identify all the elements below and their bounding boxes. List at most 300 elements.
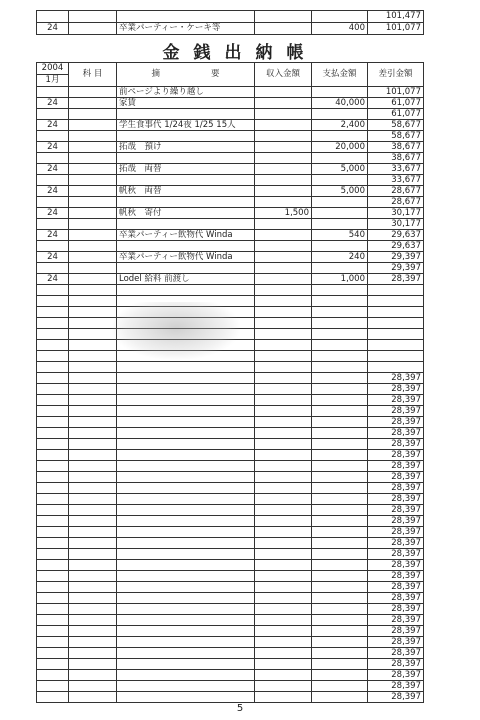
subject-cell <box>69 230 117 241</box>
income-cell <box>255 318 312 329</box>
ledger-row <box>37 692 424 703</box>
description-cell <box>117 285 255 296</box>
income-cell <box>255 285 312 296</box>
income-cell <box>255 307 312 318</box>
subject-cell <box>69 516 117 527</box>
day-cell <box>37 494 69 505</box>
income-cell <box>255 406 312 417</box>
income-cell <box>255 626 312 637</box>
day-cell <box>37 582 69 593</box>
income-cell <box>255 351 312 362</box>
balance-cell: 28,397 <box>368 428 424 439</box>
income-cell <box>255 230 312 241</box>
balance-cell: 101,077 <box>368 23 424 35</box>
subject-cell <box>69 11 117 23</box>
day-cell: 24 <box>37 252 69 263</box>
payment-cell <box>312 263 368 274</box>
previous-rows-body <box>37 11 424 35</box>
ledger-row <box>37 230 424 241</box>
balance-cell: 28,397 <box>368 450 424 461</box>
day-cell <box>37 659 69 670</box>
balance-cell: 28,397 <box>368 626 424 637</box>
payment-cell <box>312 307 368 318</box>
day-cell: 24 <box>37 120 69 131</box>
ledger-row <box>37 164 424 175</box>
ledger-row <box>37 362 424 373</box>
header-year: 2004 <box>37 63 69 75</box>
ledger-row <box>37 340 424 351</box>
ledger-row <box>37 626 424 637</box>
ledger-row <box>37 175 424 186</box>
ledger-row <box>37 186 424 197</box>
description-cell: 学生食事代 1/24夜 1/25 15人 <box>117 120 255 131</box>
subject-cell <box>69 494 117 505</box>
balance-cell: 101,077 <box>368 87 424 98</box>
subject-cell <box>69 23 117 35</box>
ledger-row <box>37 109 424 120</box>
payment-cell <box>312 681 368 692</box>
ledger-row <box>37 274 424 285</box>
description-cell <box>117 615 255 626</box>
income-cell <box>255 87 312 98</box>
day-cell <box>37 461 69 472</box>
subject-cell <box>69 208 117 219</box>
balance-cell <box>368 340 424 351</box>
subject-cell <box>69 197 117 208</box>
payment-cell <box>312 109 368 120</box>
description-cell <box>117 395 255 406</box>
subject-cell <box>69 593 117 604</box>
description-cell: 帆秋 両替 <box>117 186 255 197</box>
description-cell <box>117 439 255 450</box>
subject-cell <box>69 637 117 648</box>
ledger-row <box>37 670 424 681</box>
payment-cell <box>312 87 368 98</box>
payment-cell: 540 <box>312 230 368 241</box>
subject-cell <box>69 131 117 142</box>
ledger-row <box>37 648 424 659</box>
income-cell <box>255 615 312 626</box>
balance-cell: 30,177 <box>368 219 424 230</box>
balance-cell: 28,397 <box>368 527 424 538</box>
balance-cell: 33,677 <box>368 175 424 186</box>
payment-cell <box>312 340 368 351</box>
day-cell <box>37 681 69 692</box>
description-cell: 拓哉 預け <box>117 142 255 153</box>
balance-cell <box>368 318 424 329</box>
income-cell <box>255 329 312 340</box>
ledger-row <box>37 549 424 560</box>
payment-cell: 40,000 <box>312 98 368 109</box>
payment-cell <box>312 373 368 384</box>
previous-page-rows <box>36 10 424 35</box>
day-cell <box>37 450 69 461</box>
subject-cell <box>69 461 117 472</box>
ledger-row <box>37 120 424 131</box>
income-cell <box>255 428 312 439</box>
day-cell <box>37 219 69 230</box>
day-cell <box>37 516 69 527</box>
income-cell <box>255 197 312 208</box>
subject-cell <box>69 142 117 153</box>
day-cell <box>37 549 69 560</box>
income-cell <box>255 142 312 153</box>
page-number: 5 <box>236 703 244 714</box>
balance-cell: 28,397 <box>368 373 424 384</box>
payment-cell <box>312 648 368 659</box>
ledger-row <box>37 395 424 406</box>
subject-cell <box>69 549 117 560</box>
description-cell <box>117 681 255 692</box>
day-cell <box>37 626 69 637</box>
description-cell <box>117 505 255 516</box>
description-cell <box>117 516 255 527</box>
payment-cell <box>312 241 368 252</box>
income-cell <box>255 219 312 230</box>
description-cell <box>117 351 255 362</box>
payment-cell <box>312 428 368 439</box>
subject-cell <box>69 626 117 637</box>
day-cell <box>37 109 69 120</box>
description-cell <box>117 197 255 208</box>
description-cell <box>117 263 255 274</box>
payment-cell <box>312 395 368 406</box>
subject-cell <box>69 120 117 131</box>
subject-cell <box>69 648 117 659</box>
income-cell <box>255 373 312 384</box>
description-cell <box>117 417 255 428</box>
ledger-row <box>37 615 424 626</box>
subject-cell <box>69 428 117 439</box>
ledger-row <box>37 560 424 571</box>
day-cell <box>37 505 69 516</box>
income-cell <box>255 340 312 351</box>
day-cell <box>37 406 69 417</box>
payment-cell <box>312 560 368 571</box>
day-cell <box>37 296 69 307</box>
balance-cell: 61,077 <box>368 109 424 120</box>
day-cell: 24 <box>37 274 69 285</box>
description-cell <box>117 373 255 384</box>
subject-cell <box>69 340 117 351</box>
balance-cell: 38,677 <box>368 153 424 164</box>
description-cell <box>117 406 255 417</box>
subject-cell <box>69 406 117 417</box>
balance-cell: 29,397 <box>368 252 424 263</box>
ledger-row <box>37 417 424 428</box>
income-cell <box>255 252 312 263</box>
payment-cell: 240 <box>312 252 368 263</box>
day-cell <box>37 87 69 98</box>
description-cell <box>117 472 255 483</box>
description-cell <box>117 219 255 230</box>
income-cell <box>255 439 312 450</box>
payment-cell <box>312 527 368 538</box>
income-cell <box>255 395 312 406</box>
description-cell <box>117 11 255 23</box>
income-cell <box>255 527 312 538</box>
day-cell <box>37 197 69 208</box>
subject-cell <box>69 98 117 109</box>
ledger-row <box>37 373 424 384</box>
payment-cell <box>312 692 368 703</box>
payment-cell <box>312 626 368 637</box>
balance-cell: 28,677 <box>368 186 424 197</box>
payment-cell <box>312 318 368 329</box>
balance-cell: 28,397 <box>368 516 424 527</box>
subject-cell <box>69 153 117 164</box>
payment-cell <box>312 516 368 527</box>
income-cell <box>255 98 312 109</box>
income-cell <box>255 505 312 516</box>
description-cell <box>117 109 255 120</box>
income-cell <box>255 593 312 604</box>
balance-cell: 28,397 <box>368 637 424 648</box>
day-cell <box>37 593 69 604</box>
day-cell <box>37 131 69 142</box>
payment-cell <box>312 285 368 296</box>
ledger-row <box>37 571 424 582</box>
income-cell <box>255 164 312 175</box>
day-cell: 24 <box>37 23 69 35</box>
income-cell <box>255 384 312 395</box>
day-cell <box>37 351 69 362</box>
balance-cell: 28,397 <box>368 417 424 428</box>
payment-cell <box>312 11 368 23</box>
day-cell: 24 <box>37 142 69 153</box>
income-cell <box>255 11 312 23</box>
income-cell <box>255 120 312 131</box>
ledger-row <box>37 593 424 604</box>
ledger-row <box>37 197 424 208</box>
balance-cell: 28,397 <box>368 648 424 659</box>
income-cell <box>255 670 312 681</box>
balance-cell: 29,637 <box>368 241 424 252</box>
balance-cell: 28,397 <box>368 406 424 417</box>
ledger-row <box>37 252 424 263</box>
balance-cell: 28,397 <box>368 659 424 670</box>
day-cell <box>37 560 69 571</box>
income-cell <box>255 274 312 285</box>
description-cell <box>117 494 255 505</box>
payment-cell <box>312 439 368 450</box>
subject-cell <box>69 362 117 373</box>
ledger-table <box>36 62 424 703</box>
description-cell <box>117 428 255 439</box>
income-cell <box>255 571 312 582</box>
ledger-row <box>37 219 424 230</box>
payment-cell <box>312 406 368 417</box>
day-cell <box>37 648 69 659</box>
income-cell <box>255 461 312 472</box>
payment-cell: 5,000 <box>312 164 368 175</box>
subject-cell <box>69 329 117 340</box>
subject-cell <box>69 604 117 615</box>
ledger-row <box>37 87 424 98</box>
day-cell <box>37 527 69 538</box>
income-cell <box>255 637 312 648</box>
day-cell <box>37 615 69 626</box>
payment-cell <box>312 582 368 593</box>
ledger-row <box>37 527 424 538</box>
payment-cell <box>312 384 368 395</box>
income-cell <box>255 362 312 373</box>
description-cell <box>117 340 255 351</box>
balance-cell: 28,677 <box>368 197 424 208</box>
subject-cell <box>69 285 117 296</box>
income-cell <box>255 472 312 483</box>
description-cell <box>117 296 255 307</box>
income-cell <box>255 153 312 164</box>
balance-cell: 28,397 <box>368 560 424 571</box>
income-cell <box>255 263 312 274</box>
balance-cell <box>368 351 424 362</box>
ledger-header <box>37 63 424 87</box>
description-cell: 前ページより繰り越し <box>117 87 255 98</box>
ledger-row <box>37 406 424 417</box>
subject-cell <box>69 351 117 362</box>
day-cell <box>37 637 69 648</box>
balance-cell: 28,397 <box>368 571 424 582</box>
subject-cell <box>69 241 117 252</box>
income-cell <box>255 659 312 670</box>
ledger-row <box>37 384 424 395</box>
day-cell <box>37 11 69 23</box>
ledger-row <box>37 296 424 307</box>
day-cell <box>37 340 69 351</box>
subject-cell <box>69 384 117 395</box>
ledger-row <box>37 461 424 472</box>
ledger-row <box>37 505 424 516</box>
ledger-row <box>37 153 424 164</box>
income-cell: 1,500 <box>255 208 312 219</box>
subject-cell <box>69 439 117 450</box>
income-cell <box>255 296 312 307</box>
description-cell <box>117 571 255 582</box>
subject-cell <box>69 274 117 285</box>
description-cell <box>117 549 255 560</box>
payment-cell <box>312 362 368 373</box>
subject-cell <box>69 417 117 428</box>
ledger-row <box>37 307 424 318</box>
subject-cell <box>69 263 117 274</box>
ledger-row <box>37 263 424 274</box>
description-cell <box>117 483 255 494</box>
day-cell <box>37 329 69 340</box>
balance-cell <box>368 285 424 296</box>
day-cell <box>37 472 69 483</box>
description-cell <box>117 670 255 681</box>
payment-cell <box>312 197 368 208</box>
balance-cell: 28,397 <box>368 472 424 483</box>
ledger-row <box>37 285 424 296</box>
previous-row <box>37 23 424 35</box>
payment-cell <box>312 175 368 186</box>
header-subject: 科 目 <box>69 63 117 87</box>
balance-cell: 28,397 <box>368 549 424 560</box>
balance-cell: 28,397 <box>368 384 424 395</box>
description-cell <box>117 593 255 604</box>
balance-cell: 29,637 <box>368 230 424 241</box>
income-cell <box>255 483 312 494</box>
subject-cell <box>69 87 117 98</box>
day-cell <box>37 373 69 384</box>
payment-cell <box>312 153 368 164</box>
ledger-row <box>37 494 424 505</box>
balance-cell: 28,397 <box>368 582 424 593</box>
day-cell <box>37 153 69 164</box>
subject-cell <box>69 560 117 571</box>
payment-cell <box>312 593 368 604</box>
description-cell <box>117 560 255 571</box>
balance-cell: 28,397 <box>368 505 424 516</box>
ledger-row <box>37 329 424 340</box>
description-cell <box>117 659 255 670</box>
payment-cell <box>312 208 368 219</box>
description-cell <box>117 307 255 318</box>
payment-cell <box>312 670 368 681</box>
subject-cell <box>69 296 117 307</box>
balance-cell: 28,397 <box>368 615 424 626</box>
payment-cell <box>312 494 368 505</box>
ledger-row <box>37 142 424 153</box>
subject-cell <box>69 505 117 516</box>
income-cell <box>255 450 312 461</box>
balance-cell: 28,397 <box>368 494 424 505</box>
day-cell <box>37 318 69 329</box>
description-cell <box>117 384 255 395</box>
subject-cell <box>69 670 117 681</box>
ledger-row <box>37 604 424 615</box>
income-cell <box>255 494 312 505</box>
subject-cell <box>69 395 117 406</box>
ledger-row <box>37 351 424 362</box>
income-cell <box>255 648 312 659</box>
subject-cell <box>69 109 117 120</box>
income-cell <box>255 109 312 120</box>
subject-cell <box>69 571 117 582</box>
day-cell <box>37 417 69 428</box>
balance-cell: 29,397 <box>368 263 424 274</box>
subject-cell <box>69 472 117 483</box>
income-cell <box>255 241 312 252</box>
payment-cell <box>312 450 368 461</box>
balance-cell: 28,397 <box>368 439 424 450</box>
description-cell <box>117 604 255 615</box>
income-cell <box>255 516 312 527</box>
balance-cell: 28,397 <box>368 274 424 285</box>
day-cell <box>37 670 69 681</box>
subject-cell <box>69 307 117 318</box>
income-cell <box>255 692 312 703</box>
day-cell <box>37 395 69 406</box>
description-cell: 卒業パーティー飲物代 Winda <box>117 252 255 263</box>
description-cell <box>117 175 255 186</box>
payment-cell <box>312 483 368 494</box>
payment-cell <box>312 329 368 340</box>
description-cell <box>117 131 255 142</box>
subject-cell <box>69 175 117 186</box>
header-description: 摘 要 <box>117 63 255 87</box>
day-cell: 24 <box>37 230 69 241</box>
description-cell: 卒業パーティー・ケーキ等 <box>117 23 255 35</box>
ledger-row <box>37 582 424 593</box>
ledger-row <box>37 428 424 439</box>
description-cell <box>117 648 255 659</box>
payment-cell <box>312 538 368 549</box>
subject-cell <box>69 373 117 384</box>
payment-cell <box>312 615 368 626</box>
